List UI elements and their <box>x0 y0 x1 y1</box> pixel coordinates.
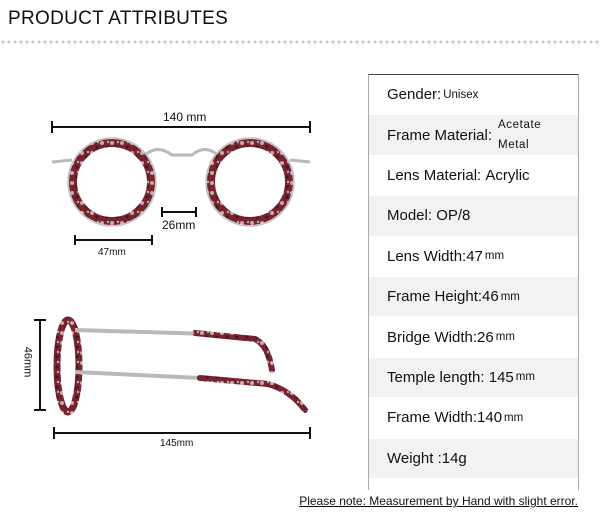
spec-label: Frame Width:140 <box>387 409 503 427</box>
height-label: 46mm <box>21 346 34 378</box>
spec-row-frame-material <box>369 115 578 155</box>
spec-row-temple-length <box>369 358 578 398</box>
spec-unit: mm <box>515 371 535 384</box>
spec-label: Bridge Width:26 <box>387 328 494 346</box>
width-label: 140 mm <box>163 110 207 124</box>
spec-value: Unisex <box>443 88 479 101</box>
spec-label: Lens Width:47 <box>387 247 483 265</box>
page-title: PRODUCT ATTRIBUTES <box>8 8 229 29</box>
spec-label: Lens Material: <box>387 166 482 184</box>
lens-label: 47mm <box>98 247 126 258</box>
spec-row-frame-width <box>369 398 578 438</box>
spec-label: Temple length: 145 <box>387 368 514 386</box>
spec-table <box>368 74 579 490</box>
spec-label: Frame Material: <box>387 126 493 144</box>
spec-unit: mm <box>495 331 515 344</box>
bridge-label: 26mm <box>162 218 196 232</box>
spec-unit: mm <box>500 290 520 303</box>
spec-label: Gender: <box>387 86 442 104</box>
spec-value: Acrylic <box>485 166 530 184</box>
bridge-dimension-line <box>162 207 196 217</box>
spec-row-lens-width <box>369 237 578 277</box>
spec-value: Acetate <box>498 119 542 132</box>
spec-row-model <box>369 196 578 236</box>
spec-value: OP/8 <box>436 207 471 225</box>
spec-label: Weight :14g <box>387 449 467 467</box>
spec-row-lens-material <box>369 156 578 196</box>
side-view-glasses <box>57 320 305 412</box>
spec-label: Model: <box>387 207 433 225</box>
temple-label: 145mm <box>160 438 194 449</box>
spec-row-weight <box>369 439 578 479</box>
spec-unit: mm <box>484 250 505 263</box>
spec-row-frame-height <box>369 277 578 317</box>
spec-row-bridge-width <box>369 317 578 357</box>
spec-label: Frame Height:46 <box>387 288 499 306</box>
lens-dimension-line <box>75 235 152 245</box>
spec-value-stack <box>498 115 541 155</box>
spec-row-gender <box>369 75 578 115</box>
spec-value: Metal <box>498 139 530 152</box>
spec-unit: mm <box>504 411 524 424</box>
height-dimension-line <box>34 320 46 410</box>
measurement-note: Please note: Measurement by Hand with slight error. <box>299 494 578 508</box>
